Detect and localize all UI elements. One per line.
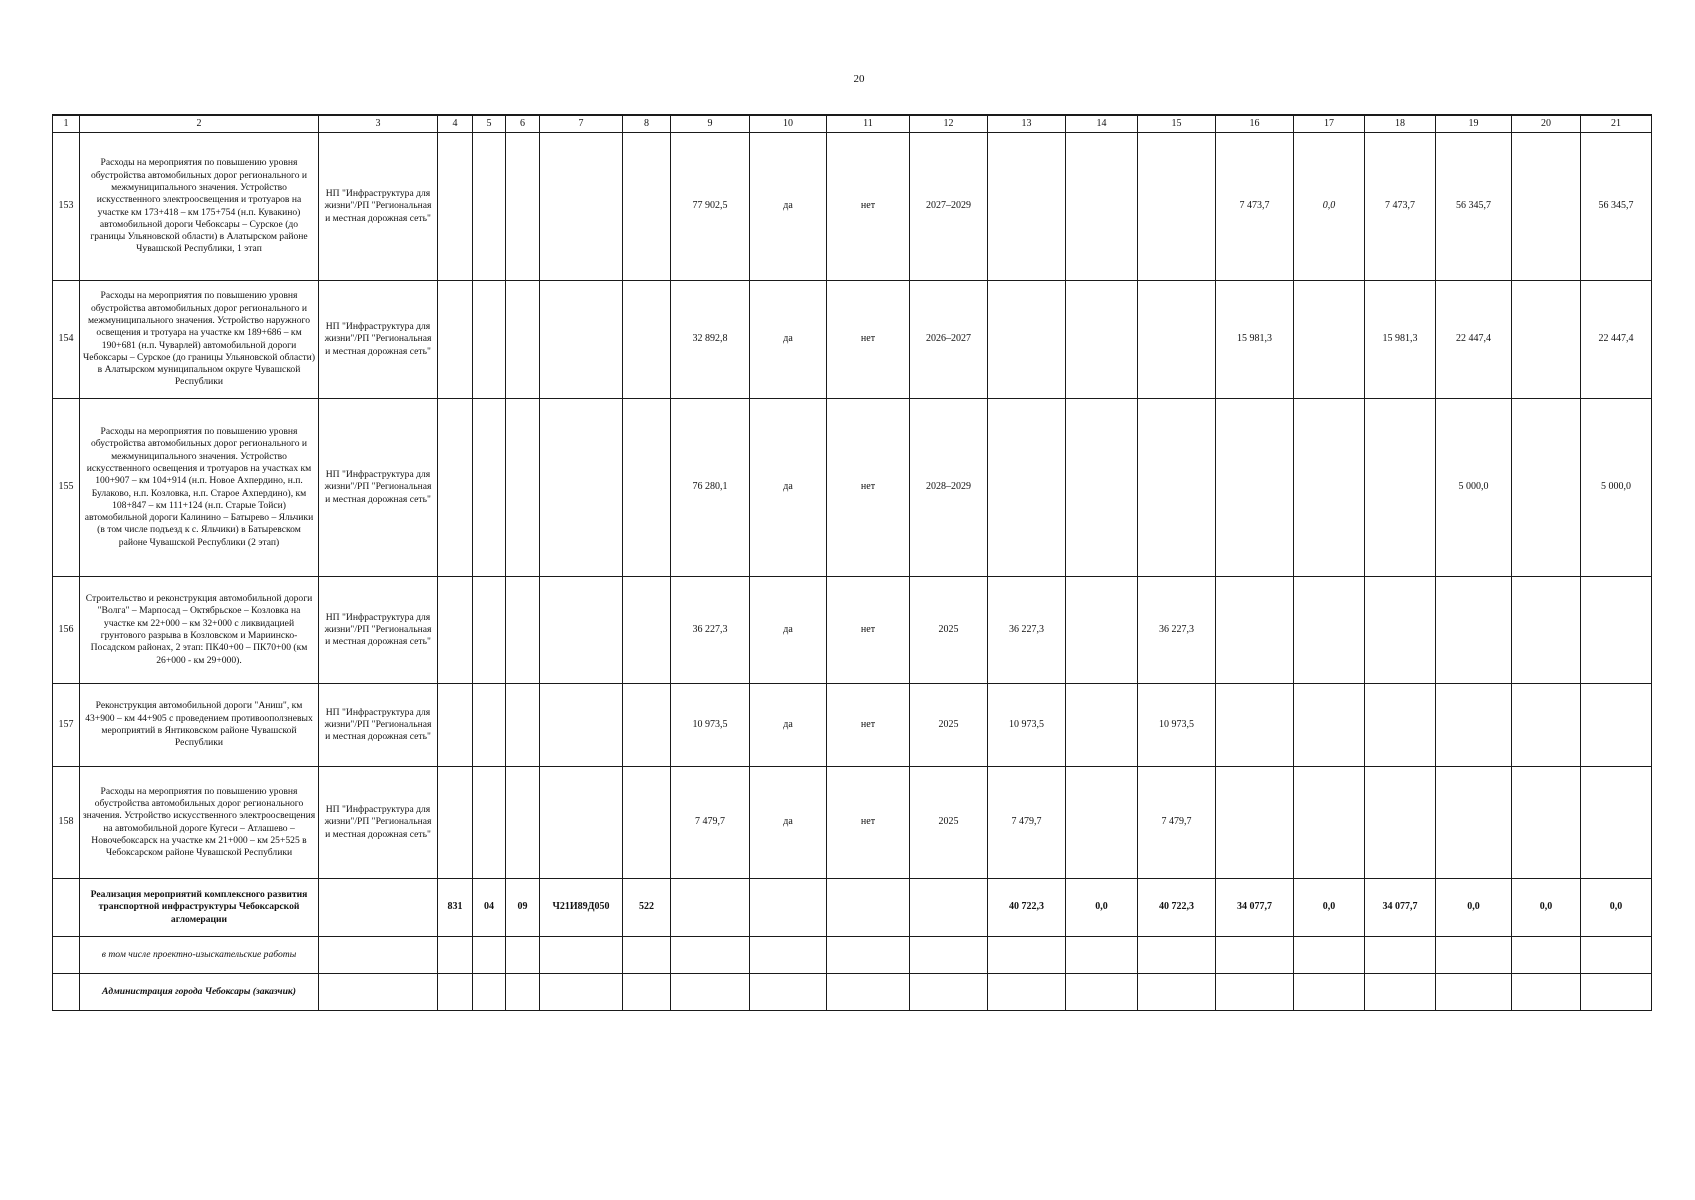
column-header: 6 [506,115,540,133]
empty-cell [910,974,988,1011]
cell-code-target-article [540,767,623,879]
cell-row-number: 157 [53,684,80,767]
cell-amount-2026-federal [1294,281,1365,399]
empty-cell [750,974,827,1011]
cell-amount-2025-federal [1066,281,1138,399]
empty-cell [53,974,80,1011]
empty-cell [1066,937,1138,974]
cell-estimated-cost: 32 892,8 [671,281,750,399]
cell-code-subsection [506,281,540,399]
cell-program-name: НП "Инфраструктура для жизни"/РП "Региональная и местная дорожная сеть" [319,399,438,577]
cell-amount-2025-federal [1066,767,1138,879]
empty-cell [671,974,750,1011]
cell-amount-2026-total: 7 473,7 [1216,133,1294,281]
note-row [53,974,1652,1011]
cell-amount-2027-total [1436,684,1512,767]
cell-code-expense-type [623,684,671,767]
empty-cell [1581,974,1652,1011]
cell-code-subsection [506,133,540,281]
cell-expertise: нет [827,281,910,399]
note-text: Администрация города Чебоксары (заказчик) [80,974,319,1011]
cell-code-subsection [506,767,540,879]
cell-amount-2026-total [1216,767,1294,879]
cell-amount-2027-total [1436,767,1512,879]
table-header [53,115,1652,133]
cell-code-expense-type [623,399,671,577]
cell-amount-2026-federal [1294,399,1365,577]
empty-cell [623,937,671,974]
empty-cell [540,974,623,1011]
cell-design-estimate: да [750,399,827,577]
empty-cell [506,974,540,1011]
cell-estimated-cost: 77 902,5 [671,133,750,281]
cell-implementation-period: 2028–2029 [910,399,988,577]
empty-cell [1581,937,1652,974]
total-cell-row-number [53,879,80,937]
cell-program-name: НП "Инфраструктура для жизни"/РП "Региональная и местная дорожная сеть" [319,684,438,767]
cell-amount-2025-total [988,133,1066,281]
total-cell-amount-2026-regional: 34 077,7 [1365,879,1436,937]
empty-cell [1436,937,1512,974]
cell-program-name: НП "Инфраструктура для жизни"/РП "Региональная и местная дорожная сеть" [319,133,438,281]
total-cell-code-section: 04 [473,879,506,937]
total-cell-code-ministry: 831 [438,879,473,937]
cell-amount-2027-regional: 5 000,0 [1581,399,1652,577]
cell-amount-2026-federal [1294,577,1365,684]
total-cell-amount-2026-total: 34 077,7 [1216,879,1294,937]
cell-amount-2025-regional: 7 479,7 [1138,767,1216,879]
empty-cell [473,937,506,974]
total-cell-amount-2025-total: 40 722,3 [988,879,1066,937]
empty-cell [988,937,1066,974]
cell-row-number: 154 [53,281,80,399]
empty-cell [910,937,988,974]
empty-cell [750,937,827,974]
cell-code-section [473,399,506,577]
cell-design-estimate: да [750,684,827,767]
cell-expertise: нет [827,577,910,684]
cell-implementation-period: 2025 [910,767,988,879]
cell-amount-2026-total [1216,577,1294,684]
page-number: 20 [853,73,865,85]
empty-cell [540,937,623,974]
empty-cell [1294,937,1365,974]
cell-estimated-cost: 76 280,1 [671,399,750,577]
cell-code-subsection [506,399,540,577]
total-cell-code-expense-type: 522 [623,879,671,937]
total-cell-amount-2027-federal: 0,0 [1512,879,1581,937]
empty-cell [1216,974,1294,1011]
cell-amount-2026-federal: 0,0 [1294,133,1365,281]
cell-amount-2027-regional [1581,577,1652,684]
cell-amount-2026-regional [1365,399,1436,577]
column-header: 1 [53,115,80,133]
cell-implementation-period: 2027–2029 [910,133,988,281]
table-row [53,767,1652,879]
total-cell-amount-2025-federal: 0,0 [1066,879,1138,937]
cell-amount-2025-federal [1066,133,1138,281]
cell-code-ministry [438,281,473,399]
total-cell-amount-2026-federal: 0,0 [1294,879,1365,937]
empty-cell [319,937,438,974]
column-header: 17 [1294,115,1365,133]
cell-amount-2025-regional [1138,281,1216,399]
total-cell-design-estimate [750,879,827,937]
empty-cell [506,937,540,974]
empty-cell [827,974,910,1011]
cell-code-target-article [540,399,623,577]
column-header: 14 [1066,115,1138,133]
cell-amount-2026-federal [1294,767,1365,879]
cell-amount-2026-regional [1365,684,1436,767]
register-table [52,114,1652,1011]
note-row [53,937,1652,974]
cell-amount-2027-regional [1581,767,1652,879]
total-row [53,879,1652,937]
cell-program-name: НП "Инфраструктура для жизни"/РП "Региональная и местная дорожная сеть" [319,281,438,399]
cell-expertise: нет [827,133,910,281]
cell-code-expense-type [623,133,671,281]
cell-amount-2025-federal [1066,399,1138,577]
cell-amount-2026-total [1216,399,1294,577]
empty-cell [1512,974,1581,1011]
empty-cell [1512,937,1581,974]
cell-row-number: 155 [53,399,80,577]
empty-cell [1294,974,1365,1011]
cell-amount-2027-total: 56 345,7 [1436,133,1512,281]
cell-amount-2026-regional [1365,767,1436,879]
column-header: 9 [671,115,750,133]
cell-measure-name: Расходы на мероприятия по повышению уровня обустройства автомобильных дорог регионального и межмуниципального значения. Устройство наружного освещения и тротуара на участке км 189+686 – км 190+681 (н.п. Чуварлей) автомобильной дороги Чебоксары – Сурское (до границы Ульяновской области) в Алатырском муниципальном округе Чувашской Республики [80,281,319,399]
cell-amount-2027-regional: 56 345,7 [1581,133,1652,281]
table-row [53,684,1652,767]
cell-code-section [473,684,506,767]
cell-amount-2025-regional [1138,133,1216,281]
column-header: 2 [80,115,319,133]
cell-program-name: НП "Инфраструктура для жизни"/РП "Региональная и местная дорожная сеть" [319,577,438,684]
cell-code-ministry [438,133,473,281]
cell-amount-2025-total: 36 227,3 [988,577,1066,684]
cell-code-expense-type [623,767,671,879]
cell-row-number: 156 [53,577,80,684]
column-header: 5 [473,115,506,133]
column-header: 12 [910,115,988,133]
column-header: 7 [540,115,623,133]
cell-expertise: нет [827,767,910,879]
column-header: 10 [750,115,827,133]
column-header: 15 [1138,115,1216,133]
cell-amount-2027-regional: 22 447,4 [1581,281,1652,399]
empty-cell [1138,937,1216,974]
cell-amount-2025-regional: 36 227,3 [1138,577,1216,684]
cell-measure-name: Расходы на мероприятия по повышению уровня обустройства автомобильных дорог регионального значения. Устройство искусственного электроосвещения на автомобильной дороге Кугеси – Атлашево – Новочебоксарск на участке км 21+000 – км 25+525 в Чебоксарском районе Чувашской Республики [80,767,319,879]
column-header: 20 [1512,115,1581,133]
empty-cell [438,974,473,1011]
total-cell-code-target-article: Ч21И89Д050 [540,879,623,937]
empty-cell [1066,974,1138,1011]
cell-code-ministry [438,399,473,577]
column-header: 13 [988,115,1066,133]
table-row [53,399,1652,577]
empty-cell [1365,974,1436,1011]
cell-code-target-article [540,133,623,281]
column-header: 11 [827,115,910,133]
empty-cell [1138,974,1216,1011]
cell-amount-2026-regional: 7 473,7 [1365,133,1436,281]
empty-cell [473,974,506,1011]
column-header: 8 [623,115,671,133]
table-row [53,133,1652,281]
empty-cell [1436,974,1512,1011]
note-text: в том числе проектно-изыскательские работы [80,937,319,974]
cell-code-section [473,133,506,281]
cell-row-number: 153 [53,133,80,281]
cell-amount-2027-total: 22 447,4 [1436,281,1512,399]
cell-implementation-period: 2025 [910,684,988,767]
cell-code-target-article [540,684,623,767]
cell-amount-2026-total [1216,684,1294,767]
cell-amount-2027-federal [1512,281,1581,399]
cell-measure-name: Реконструкция автомобильной дороги "Аниш", км 43+900 – км 44+905 с проведением противооползневых мероприятий в Янтиковском районе Чувашской Республики [80,684,319,767]
cell-amount-2027-federal [1512,684,1581,767]
column-header: 21 [1581,115,1652,133]
column-header: 4 [438,115,473,133]
cell-amount-2026-total: 15 981,3 [1216,281,1294,399]
total-cell-implementation-period [910,879,988,937]
column-header: 16 [1216,115,1294,133]
cell-expertise: нет [827,399,910,577]
cell-code-subsection [506,577,540,684]
cell-amount-2025-federal [1066,684,1138,767]
total-cell-program-name [319,879,438,937]
cell-code-section [473,281,506,399]
total-cell-measure-name: Реализация мероприятий комплексного развития транспортной инфраструктуры Чебоксарской агломерации [80,879,319,937]
total-cell-amount-2027-regional: 0,0 [1581,879,1652,937]
empty-cell [671,937,750,974]
cell-code-target-article [540,281,623,399]
total-cell-amount-2025-regional: 40 722,3 [1138,879,1216,937]
cell-measure-name: Расходы на мероприятия по повышению уровня обустройства автомобильных дорог регионального и межмуниципального значения. Устройство искусственного электроосвещения и тротуаров на участке км 173+418 – км 175+754 (н.п. Кувакино) автомобильной дороги Чебоксары – Сурское (до границы Ульяновской области) в Алатырском районе Чувашской Республики, 1 этап [80,133,319,281]
cell-estimated-cost: 36 227,3 [671,577,750,684]
cell-amount-2027-regional [1581,684,1652,767]
cell-design-estimate: да [750,281,827,399]
cell-design-estimate: да [750,133,827,281]
cell-amount-2026-federal [1294,684,1365,767]
cell-amount-2025-total [988,281,1066,399]
cell-code-ministry [438,767,473,879]
cell-amount-2027-total: 5 000,0 [1436,399,1512,577]
empty-cell [1216,937,1294,974]
cell-amount-2027-total [1436,577,1512,684]
cell-code-target-article [540,577,623,684]
cell-amount-2027-federal [1512,399,1581,577]
table-row [53,577,1652,684]
empty-cell [827,937,910,974]
cell-expertise: нет [827,684,910,767]
total-cell-expertise [827,879,910,937]
cell-amount-2025-federal [1066,577,1138,684]
cell-implementation-period: 2026–2027 [910,281,988,399]
column-header: 18 [1365,115,1436,133]
cell-code-expense-type [623,577,671,684]
total-cell-amount-2027-total: 0,0 [1436,879,1512,937]
cell-design-estimate: да [750,767,827,879]
column-header: 3 [319,115,438,133]
cell-program-name: НП "Инфраструктура для жизни"/РП "Региональная и местная дорожная сеть" [319,767,438,879]
cell-amount-2027-federal [1512,767,1581,879]
cell-row-number: 158 [53,767,80,879]
empty-cell [319,974,438,1011]
total-cell-code-subsection: 09 [506,879,540,937]
cell-amount-2025-regional: 10 973,5 [1138,684,1216,767]
empty-cell [1365,937,1436,974]
cell-amount-2025-total [988,399,1066,577]
cell-amount-2027-federal [1512,133,1581,281]
total-cell-estimated-cost [671,879,750,937]
cell-estimated-cost: 7 479,7 [671,767,750,879]
cell-amount-2025-regional [1138,399,1216,577]
cell-amount-2026-regional: 15 981,3 [1365,281,1436,399]
cell-amount-2025-total: 7 479,7 [988,767,1066,879]
empty-cell [988,974,1066,1011]
empty-cell [623,974,671,1011]
cell-code-ministry [438,684,473,767]
cell-implementation-period: 2025 [910,577,988,684]
cell-amount-2026-regional [1365,577,1436,684]
empty-cell [438,937,473,974]
empty-cell [53,937,80,974]
cell-estimated-cost: 10 973,5 [671,684,750,767]
cell-code-ministry [438,577,473,684]
table-row [53,281,1652,399]
cell-measure-name: Расходы на мероприятия по повышению уровня обустройства автомобильных дорог регионального и межмуниципального значения. Устройство искусственного освещения и тротуаров на участках км 100+907 – км 104+914 (н.п. Новое Ахпердино, н.п. Булаково, н.п. Козловка, н.п. Старое Ахпердино), км 108+847 – км 111+124 (н.п. Старые Тойси) автомобильной дороги Калинино – Батырево – Яльчики (в том числе подъезд к с. Яльчики) в Батыревском районе Чувашской Республики (2 этап) [80,399,319,577]
cell-code-subsection [506,684,540,767]
table-body [53,133,1652,1011]
cell-amount-2027-federal [1512,577,1581,684]
cell-amount-2025-total: 10 973,5 [988,684,1066,767]
cell-code-section [473,577,506,684]
column-header: 19 [1436,115,1512,133]
cell-code-expense-type [623,281,671,399]
cell-design-estimate: да [750,577,827,684]
cell-code-section [473,767,506,879]
cell-measure-name: Строительство и реконструкция автомобильной дороги "Волга" – Марпосад – Октябрьское – Козловка на участке км 22+000 – км 32+000 с ликвидацией грунтового разрыва в Козловском и Мариинско-Посадском районах, 2 этап: ПК40+00 – ПК70+00 (км 26+000 - км 29+000). [80,577,319,684]
